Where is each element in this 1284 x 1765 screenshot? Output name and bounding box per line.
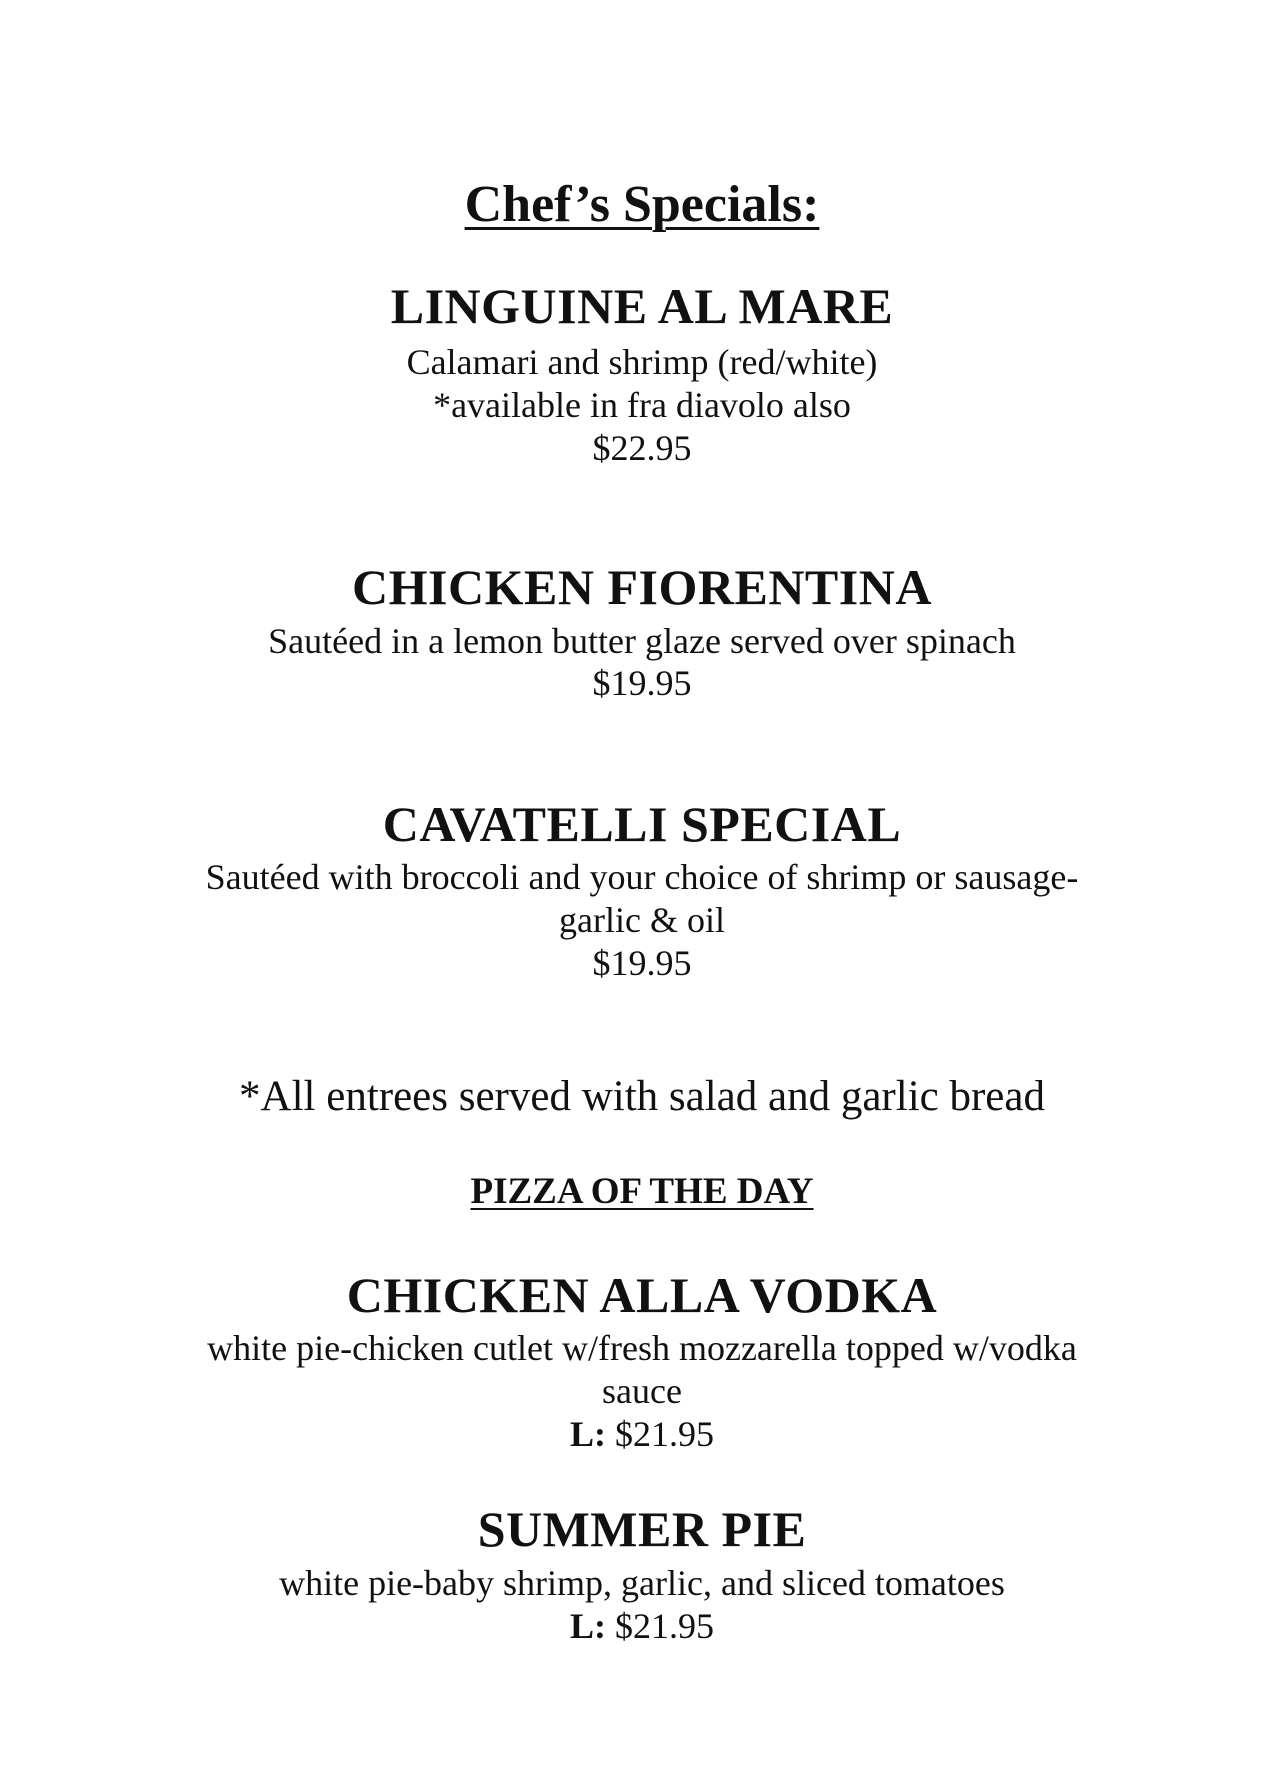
pizza-price-row: [0, 1604, 1284, 1648]
pizza-price: $21.95: [615, 1414, 714, 1454]
dish-description: Sautéed in a lemon butter glaze served over spinach: [268, 621, 1016, 661]
size-label: L:: [570, 1414, 606, 1454]
dish-description: Sautéed with broccoli and your choice of shrimp or sausage-: [205, 857, 1079, 897]
size-label: L:: [570, 1606, 606, 1646]
dish-description: *available in fra diavolo also: [433, 385, 851, 425]
dish-name: LINGUINE AL MARE: [390, 278, 894, 334]
dish-name: CHICKEN FIORENTINA: [352, 559, 932, 615]
entrees-note: *All entrees served with salad and garlic bread: [239, 1073, 1045, 1120]
dish-description: garlic & oil: [559, 900, 725, 940]
dish-price: $19.95: [592, 663, 692, 703]
dish-description: Calamari and shrimp (red/white): [406, 342, 878, 382]
page-title: Chef’s Specials:: [464, 176, 820, 233]
pizza-section-title: PIZZA OF THE DAY: [470, 1171, 814, 1212]
pizza-price-row: [0, 1412, 1284, 1456]
pizza-name: SUMMER PIE: [477, 1501, 807, 1557]
pizza-description: sauce: [602, 1371, 682, 1411]
dish-price: $22.95: [592, 428, 692, 468]
pizza-description: white pie-baby shrimp, garlic, and sliced tomatoes: [279, 1563, 1005, 1603]
pizza-price: $21.95: [615, 1606, 714, 1646]
pizza-name: CHICKEN ALLA VODKA: [346, 1267, 938, 1323]
pizza-description: white pie-chicken cutlet w/fresh mozzarella topped w/vodka: [207, 1328, 1077, 1368]
dish-name: CAVATELLI SPECIAL: [382, 796, 902, 852]
dish-price: $19.95: [592, 943, 692, 983]
